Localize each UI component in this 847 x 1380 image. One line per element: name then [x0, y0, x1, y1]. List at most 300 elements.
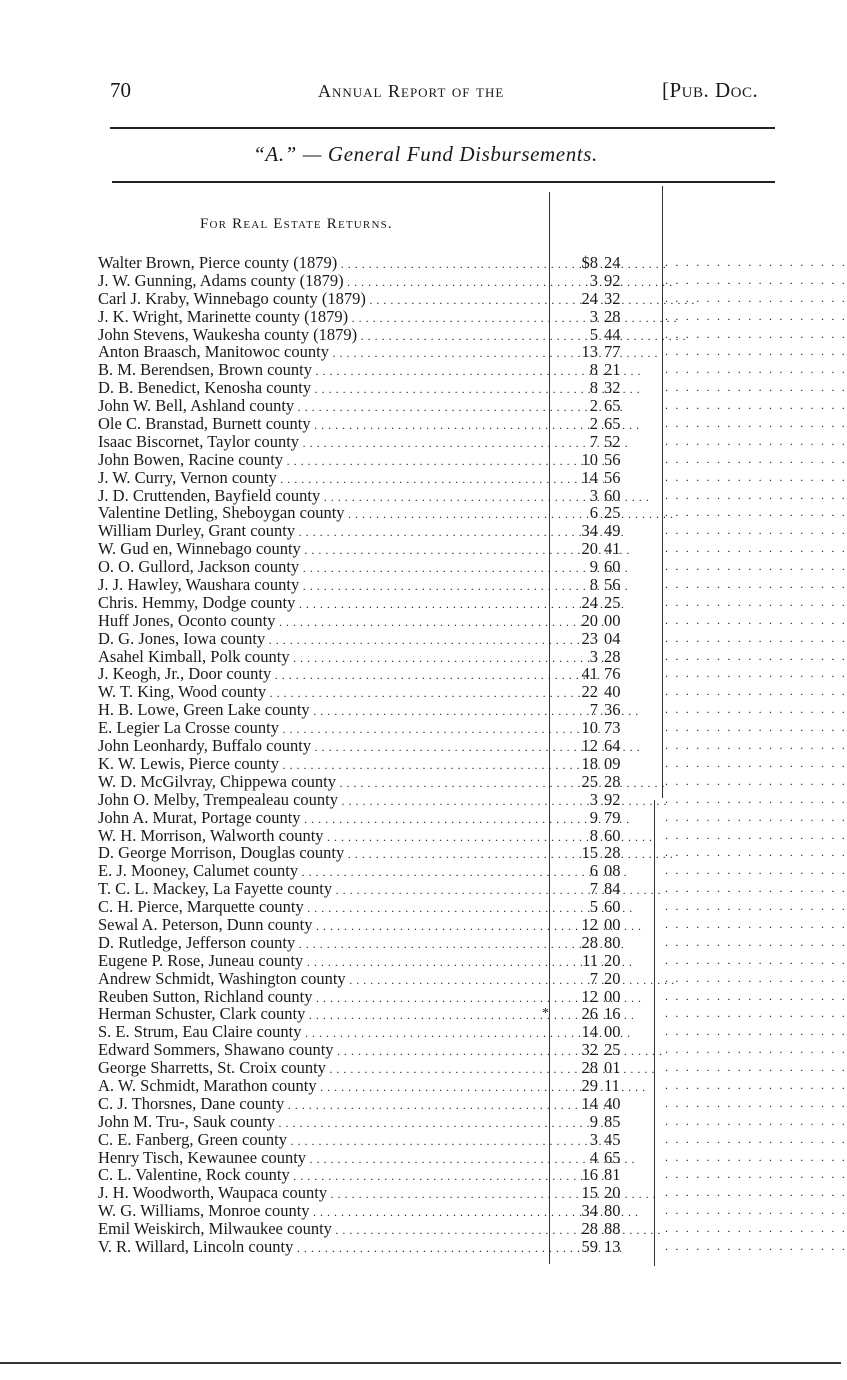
payee-name: J. W. Curry, Vernon county . . .	[98, 469, 540, 489]
amount	[568, 1095, 650, 1113]
table-row	[98, 288, 847, 308]
dot-leader: . . . . . . . . . . . . . . . . . .	[665, 469, 847, 484]
table-row	[98, 396, 847, 416]
amount-cents: 85	[604, 1111, 621, 1131]
title-bottom-rule	[112, 181, 775, 183]
dot-leader: . . . . . . . . . . . . . . . . . .	[665, 702, 847, 717]
payee-name: John W. Bell, Ashland county . . .	[98, 397, 540, 417]
dot-leader: . . . . . . . . . . . . . . . . . .	[665, 1042, 847, 1057]
amount-cents: 44	[604, 324, 621, 344]
table-row	[98, 342, 847, 362]
payee-name: Emil Weiskirch, Milwaukee county . . .	[98, 1220, 540, 1240]
amount-cents: 64	[604, 736, 621, 756]
dot-leader: . . . . . . . . . . . . . . . . . .	[665, 881, 847, 896]
dot-leader: . . . . . . . . . . . . . . . . . .	[665, 1131, 847, 1146]
amount	[568, 558, 650, 576]
amount	[568, 898, 650, 916]
amount	[568, 970, 650, 988]
dot-leader: . . . . . . . . . . . . . . . . . .	[665, 308, 847, 323]
amount-dollars: 2	[589, 414, 598, 434]
amount-cents: 20	[604, 1183, 621, 1203]
table-row	[98, 771, 847, 791]
table-row	[98, 1165, 847, 1185]
amount	[568, 1184, 650, 1202]
amount-dollars: 8	[589, 825, 598, 845]
dot-leader: . . . . . . . . . . . . . . . . . .	[665, 1077, 847, 1092]
table-row	[98, 1129, 847, 1149]
amount-cents: 25	[604, 592, 621, 612]
amount	[568, 665, 650, 683]
dot-leader: . . . . . . . . . . . . . . . . . .	[665, 863, 847, 878]
amount	[568, 701, 650, 719]
table-row	[98, 1040, 847, 1060]
table-row	[98, 664, 847, 684]
payee-name: Anton Braasch, Manitowoc county . . .	[98, 343, 540, 363]
amount-dollars: 14	[581, 1022, 598, 1042]
amount-dollars: 7	[589, 431, 598, 451]
table-row	[98, 879, 847, 899]
dot-leader: . . . . . . . . . . . . . . . . . .	[665, 451, 847, 466]
amount	[568, 630, 650, 648]
payee-name: Reuben Sutton, Richland county . . .	[98, 988, 540, 1008]
amount-dollars: 15	[581, 1183, 598, 1203]
table-row	[98, 306, 847, 326]
amount	[568, 827, 650, 845]
amount-dollars: 8	[589, 378, 598, 398]
amount-dollars: 3	[589, 270, 598, 290]
payee-name: W. T. King, Wood county . . .	[98, 683, 540, 703]
amount	[568, 791, 650, 809]
amount-dollars: 13	[581, 342, 598, 362]
amount-dollars: 28	[581, 1058, 598, 1078]
payee-name: John Leonhardy, Buffalo county . . .	[98, 737, 540, 757]
payee-name: Carl J. Kraby, Winnebago county (1879) . . .	[98, 290, 540, 310]
payee-name: C. H. Pierce, Marquette county . . .	[98, 898, 540, 918]
payee-name: E. Legier La Crosse county . . .	[98, 719, 540, 739]
payee-name: Chris. Hemmy, Dodge county . . .	[98, 594, 540, 614]
amount	[568, 773, 650, 791]
amount	[568, 952, 650, 970]
amount-dollars: 23	[581, 628, 598, 648]
amount-cents: 21	[604, 360, 621, 380]
amount-dollars: 28	[581, 932, 598, 952]
amount	[568, 576, 650, 594]
table-row	[98, 557, 847, 577]
amount-cents: 41	[604, 539, 621, 559]
payee-name: William Durley, Grant county . . .	[98, 522, 540, 542]
payee-name: Edward Sommers, Shawano county . . .	[98, 1041, 540, 1061]
amount	[568, 522, 650, 540]
table-row	[98, 932, 847, 952]
dot-leader: . . . . . . . . . . . . . . . . . .	[665, 899, 847, 914]
amount	[568, 612, 650, 630]
table-row	[98, 592, 847, 612]
amount	[568, 308, 650, 326]
payee-name: H. B. Lowe, Green Lake county . . .	[98, 701, 540, 721]
amount	[568, 433, 650, 451]
dot-leader: . . . . . . . . . . . . . . . . . .	[665, 916, 847, 931]
amount-cents: 92	[604, 789, 621, 809]
amount-dollars: 32	[581, 1040, 598, 1060]
amount	[568, 1077, 650, 1095]
table-row	[98, 843, 847, 863]
amount-cents: 00	[604, 610, 621, 630]
amount-cents: 40	[604, 682, 621, 702]
top-rule	[110, 127, 775, 129]
amount-cents: 24	[604, 253, 621, 272]
amount-dollars: 6	[589, 503, 598, 523]
table-row	[98, 1236, 847, 1256]
amount-dollars: $8	[581, 253, 598, 272]
dot-leader: . . . . . . . . . . . . . . . . . .	[665, 720, 847, 735]
dot-leader: . . . . . . . . . . . . . . . . . .	[665, 594, 847, 609]
amount-cents: 88	[604, 1219, 621, 1239]
section-heading: For Real Estate Returns.	[200, 216, 393, 232]
dot-leader: . . . . . . . . . . . . . . . . . .	[665, 738, 847, 753]
table-row	[98, 718, 847, 738]
amount-dollars: 3	[589, 306, 598, 326]
amount-dollars: 12	[581, 914, 598, 934]
payee-name: George Sharretts, St. Croix county . . .	[98, 1059, 540, 1079]
table-row	[98, 1111, 847, 1131]
dot-leader: . . . . . . . . . . . . . . . . . .	[665, 1185, 847, 1200]
amount	[568, 254, 650, 272]
dot-leader: . . . . . . . . . . . . . . . . . .	[665, 934, 847, 949]
amount	[568, 326, 650, 344]
amount-cents: 52	[604, 431, 621, 451]
payee-name: C. J. Thorsnes, Dane county . . .	[98, 1095, 540, 1115]
dot-leader: . . . . . . . . . . . . . . . . . .	[665, 809, 847, 824]
amount	[568, 415, 650, 433]
payee-name: O. O. Gullord, Jackson county . . .	[98, 558, 540, 578]
amount-dollars: 5	[589, 897, 598, 917]
amount-dollars: 29	[581, 1075, 598, 1095]
table-row	[98, 1075, 847, 1095]
amount-cents: 08	[604, 861, 621, 881]
payee-name: D. G. Jones, Iowa county . . .	[98, 630, 540, 650]
table-row	[98, 431, 847, 451]
payee-name: Ole C. Branstad, Burnett county . . .	[98, 415, 540, 435]
amount-dollars: 22	[581, 682, 598, 702]
table-row	[98, 1022, 847, 1042]
amount-dollars: 11	[582, 950, 598, 970]
dot-leader: . . . . . . . . . . . . . . . . . .	[665, 666, 847, 681]
dot-leader: . . . . . . . . . . . . . . . . . .	[665, 1024, 847, 1039]
amount-dollars: 4	[589, 1147, 598, 1167]
payee-name: Walter Brown, Pierce county (1879) . . .	[98, 254, 540, 274]
disbursement-list	[98, 253, 847, 1256]
amount-dollars: 25	[581, 771, 598, 791]
amount	[568, 648, 650, 666]
table-row	[98, 700, 847, 720]
payee-name: W. H. Morrison, Walworth county . . .	[98, 827, 540, 847]
amount-cents: 01	[604, 1058, 621, 1078]
amount-dollars: 7	[589, 968, 598, 988]
dot-leader: . . . . . . . . . . . . . . . . . .	[665, 559, 847, 574]
dot-leader: . . . . . . . . . . . . . . . . . .	[665, 1221, 847, 1236]
table-row	[98, 610, 847, 630]
amount-dollars: 3	[589, 1129, 598, 1149]
amount-cents: 32	[604, 288, 621, 308]
table-row	[98, 378, 847, 398]
amount-dollars: 6	[589, 861, 598, 881]
dot-leader: . . . . . . . . . . . . . . . . . .	[665, 845, 847, 860]
payee-name: John A. Murat, Portage county . . .	[98, 809, 540, 829]
payee-name: John Stevens, Waukesha county (1879) . . .	[98, 326, 540, 346]
amount	[568, 1238, 650, 1256]
amount-dollars: 34	[581, 521, 598, 541]
table-row	[98, 807, 847, 827]
dot-leader: . . . . . . . . . . . . . . . . . .	[665, 755, 847, 770]
payee-name: E. J. Mooney, Calumet county . . .	[98, 862, 540, 882]
running-title: Annual Report of the	[318, 81, 505, 101]
table-row	[98, 324, 847, 344]
payee-name: W. D. McGilvray, Chippewa county . . .	[98, 773, 540, 793]
table-row	[98, 575, 847, 595]
table-row	[98, 628, 847, 648]
amount-dollars: 8	[589, 360, 598, 380]
table-row	[98, 253, 847, 272]
amount-dollars: 12	[581, 736, 598, 756]
table-row	[98, 1183, 847, 1203]
dot-leader: . . . . . . . . . . . . . . . . . .	[665, 523, 847, 538]
table-row	[98, 986, 847, 1006]
table-row	[98, 1004, 847, 1024]
dot-leader: . . . . . . . . . . . . . . . . . .	[665, 1060, 847, 1075]
amount-dollars: 3	[589, 646, 598, 666]
amount-cents: 00	[604, 986, 621, 1006]
amount	[568, 1202, 650, 1220]
amount	[568, 809, 650, 827]
amount	[568, 272, 650, 290]
amount-cents: 04	[604, 628, 621, 648]
amount-dollars: 3	[589, 485, 598, 505]
dot-leader: . . . . . . . . . . . . . . . . . .	[665, 1238, 847, 1253]
payee-name: Huff Jones, Oconto county . . .	[98, 612, 540, 632]
amount	[568, 504, 650, 522]
amount	[568, 1059, 650, 1077]
amount-cents: 60	[604, 825, 621, 845]
table-row	[98, 1058, 847, 1078]
amount-cents: 77	[604, 342, 621, 362]
amount-dollars: 7	[589, 879, 598, 899]
amount-cents: 45	[604, 1129, 621, 1149]
amount-cents: 00	[604, 1022, 621, 1042]
dot-leader: . . . . . . . . . . . . . . . . . .	[665, 398, 847, 413]
payee-name: John M. Tru-, Sauk county . . .	[98, 1113, 540, 1133]
amount-cents: 60	[604, 897, 621, 917]
payee-name: C. E. Fanberg, Green county . . .	[98, 1131, 540, 1151]
dot-leader: . . . . . . . . . . . . . . . . . .	[665, 952, 847, 967]
amount-dollars: 10	[581, 718, 598, 738]
amount-cents: 28	[604, 843, 621, 863]
amount-dollars: 5	[589, 324, 598, 344]
amount	[568, 916, 650, 934]
amount-cents: 65	[604, 396, 621, 416]
table-row	[98, 485, 847, 505]
amount-cents: 00	[604, 914, 621, 934]
payee-name: Valentine Detling, Sheboygan county . . .	[98, 504, 540, 524]
amount-cents: 73	[604, 718, 621, 738]
amount-dollars: 20	[581, 610, 598, 630]
amount-cents: 40	[604, 1093, 621, 1113]
payee-name: Sewal A. Peterson, Dunn county . . .	[98, 916, 540, 936]
amount-cents: 60	[604, 485, 621, 505]
dot-leader: . . . . . . . . . . . . . . . . . .	[665, 612, 847, 627]
amount-cents: 28	[604, 771, 621, 791]
amount-dollars: 26	[581, 1004, 598, 1024]
table-row	[98, 360, 847, 380]
dot-leader: . . . . . . . . . . . . . . . . . .	[665, 791, 847, 806]
amount-cents: 84	[604, 879, 621, 899]
amount-dollars: 9	[589, 557, 598, 577]
payee-name: A. W. Schmidt, Marathon county . . .	[98, 1077, 540, 1097]
amount	[568, 397, 650, 415]
dot-leader: . . . . . . . . . . . . . . . . . .	[665, 487, 847, 502]
amount-cents: 79	[604, 807, 621, 827]
amount-dollars: 2	[589, 396, 598, 416]
payee-name: Andrew Schmidt, Washington county . . .	[98, 970, 540, 990]
payee-name: J. Keogh, Jr., Door county . . .	[98, 665, 540, 685]
amount	[568, 540, 650, 558]
payee-name: C. L. Valentine, Rock county . . .	[98, 1166, 540, 1186]
amount-cents: 56	[604, 467, 621, 487]
table-row	[98, 789, 847, 809]
amount	[568, 1005, 650, 1023]
amount-dollars: 24	[581, 288, 598, 308]
amount-cents: 25	[604, 1040, 621, 1060]
table-row	[98, 682, 847, 702]
payee-name: J. W. Gunning, Adams county (1879) . . .	[98, 272, 540, 292]
document-label: [Pub. Doc.	[662, 78, 759, 102]
amount	[568, 343, 650, 361]
payee-name: D. B. Benedict, Kenosha county . . .	[98, 379, 540, 399]
amount	[568, 451, 650, 469]
amount	[568, 1113, 650, 1131]
dot-leader: . . . . . . . . . . . . . . . . . .	[665, 362, 847, 377]
dot-leader: . . . . . . . . . . . . . . . . . .	[665, 1113, 847, 1128]
payee-name: T. C. L. Mackey, La Fayette county . . .	[98, 880, 540, 900]
amount-cents: 92	[604, 270, 621, 290]
amount-cents: 60	[604, 557, 621, 577]
amount-cents: 09	[604, 753, 621, 773]
amount	[568, 1149, 650, 1167]
amount	[568, 844, 650, 862]
payee-name: J. K. Wright, Marinette county (1879) . . .	[98, 308, 540, 328]
table-row	[98, 968, 847, 988]
page-bottom-edge	[0, 1362, 841, 1364]
amount	[568, 594, 650, 612]
dot-leader: . . . . . . . . . . . . . . . . . .	[665, 290, 847, 305]
table-row	[98, 539, 847, 559]
dot-leader: . . . . . . . . . . . . . . . . . .	[665, 648, 847, 663]
dot-leader: . . . . . . . . . . . . . . . . . .	[665, 827, 847, 842]
payee-name: W. Gud en, Winnebago county . . .	[98, 540, 540, 560]
amount-dollars: 7	[589, 700, 598, 720]
amount-cents: 20	[604, 968, 621, 988]
payee-name: B. M. Berendsen, Brown county . . .	[98, 361, 540, 381]
amount	[568, 1166, 650, 1184]
amount-dollars: 34	[581, 1201, 598, 1221]
amount-dollars: 41	[581, 664, 598, 684]
payee-name: J. H. Woodworth, Waupaca county . . .	[98, 1184, 540, 1204]
amount-cents: 49	[604, 521, 621, 541]
amount	[568, 361, 650, 379]
amount-dollars: 28	[581, 1219, 598, 1239]
dot-leader: . . . . . . . . . . . . . . . . . .	[665, 773, 847, 788]
amount-cents: 76	[604, 664, 621, 684]
table-row	[98, 414, 847, 434]
amount	[568, 934, 650, 952]
dot-leader: . . . . . . . . . . . . . . . . . .	[665, 255, 847, 269]
amount-dollars: 59	[581, 1236, 598, 1256]
amount	[568, 469, 650, 487]
amount-cents: 56	[604, 449, 621, 469]
dot-leader: . . . . . . . . . . . . . . . . . .	[665, 380, 847, 395]
payee-name: Isaac Biscornet, Taylor county . . .	[98, 433, 540, 453]
amount	[568, 719, 650, 737]
payee-name: J. J. Hawley, Waushara county . . .	[98, 576, 540, 596]
dot-leader: . . . . . . . . . . . . . . . . . .	[665, 1149, 847, 1164]
dot-leader: . . . . . . . . . . . . . . . . . .	[665, 1095, 847, 1110]
amount	[568, 988, 650, 1006]
table-row	[98, 736, 847, 756]
payee-name: W. G. Williams, Monroe county . . .	[98, 1202, 540, 1222]
amount	[568, 290, 650, 308]
amount-dollars: 14	[581, 1093, 598, 1113]
amount	[568, 1131, 650, 1149]
amount-dollars: 20	[581, 539, 598, 559]
amount-dollars: 15	[581, 843, 598, 863]
amount-cents: 56	[604, 575, 621, 595]
table-row	[98, 503, 847, 523]
amount-dollars: 18	[581, 753, 598, 773]
amount	[568, 683, 650, 701]
amount	[568, 755, 650, 773]
amount	[568, 737, 650, 755]
table-row	[98, 914, 847, 934]
dot-leader: . . . . . . . . . . . . . . . . . .	[665, 684, 847, 699]
amount-dollars: 24	[581, 592, 598, 612]
dot-leader: . . . . . . . . . . . . . . . . . .	[665, 577, 847, 592]
amount	[568, 862, 650, 880]
amount-cents: 25	[604, 503, 621, 523]
amount-dollars: 8	[589, 575, 598, 595]
dot-leader: . . . . . . . . . . . . . . . . . .	[665, 1203, 847, 1218]
amount	[568, 379, 650, 397]
amount-dollars: 14	[581, 467, 598, 487]
dot-leader: . . . . . . . . . . . . . . . . . .	[665, 416, 847, 431]
amount-cents: 36	[604, 700, 621, 720]
amount-dollars: 3	[589, 789, 598, 809]
amount-cents: 13	[604, 1236, 621, 1256]
table-row	[98, 270, 847, 290]
amount	[568, 1220, 650, 1238]
amount-cents: 32	[604, 378, 621, 398]
page-header	[0, 78, 841, 108]
payee-name: K. W. Lewis, Pierce county . . .	[98, 755, 540, 775]
dot-leader: . . . . . . . . . . . . . . . . . .	[665, 1167, 847, 1182]
payee-name: D. Rutledge, Jefferson county . . .	[98, 934, 540, 954]
amount	[568, 1041, 650, 1059]
dot-leader: . . . . . . . . . . . . . . . . . .	[665, 326, 847, 341]
table-row	[98, 1201, 847, 1221]
table-row	[98, 1093, 847, 1113]
payee-name: Eugene P. Rose, Juneau county . . .	[98, 952, 540, 972]
payee-name: D. George Morrison, Douglas county . . .	[98, 844, 540, 864]
payee-name: Henry Tisch, Kewaunee county . . .	[98, 1149, 540, 1169]
amount	[568, 1023, 650, 1041]
